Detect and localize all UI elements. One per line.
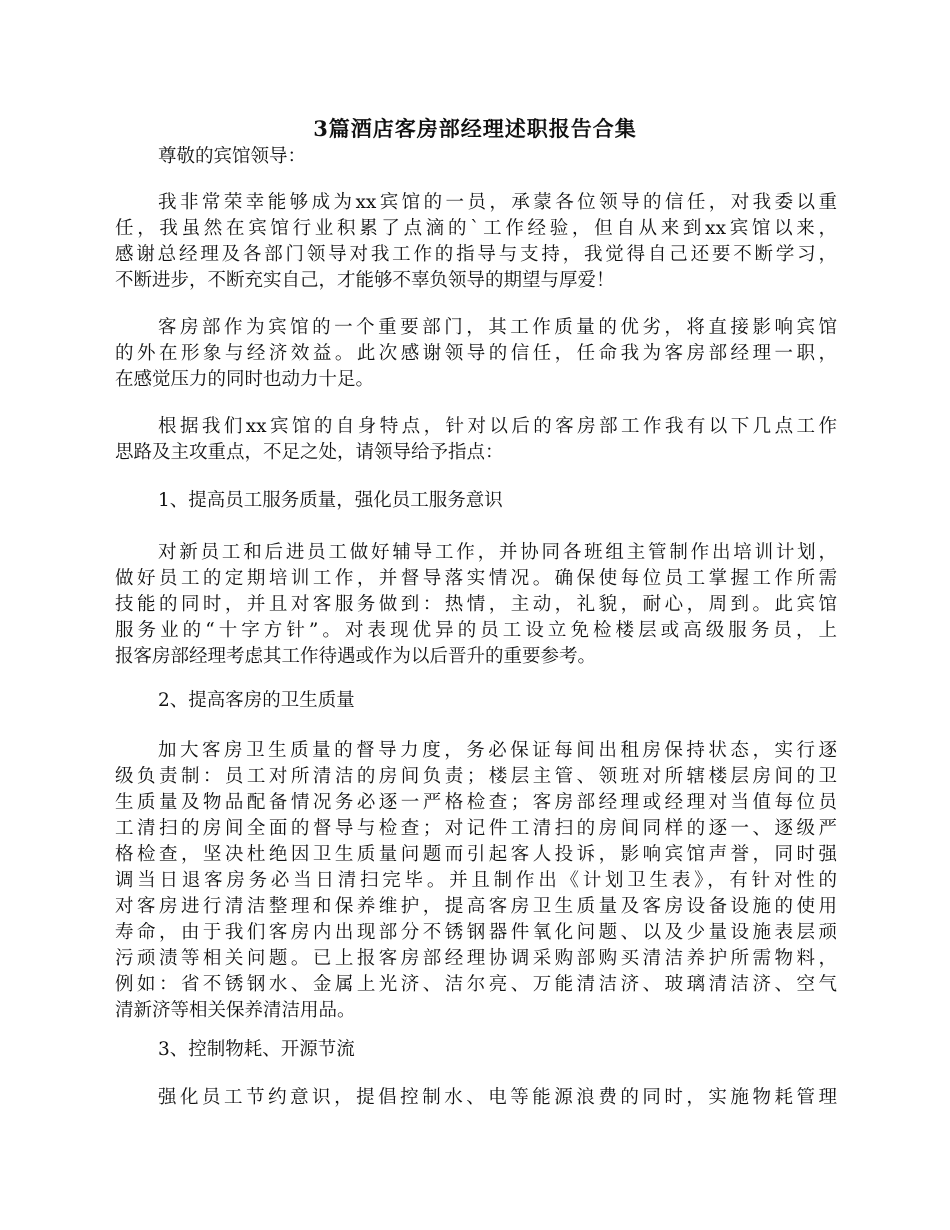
paragraph-3-line-1: 根据我们xx宾馆的自身特点，针对以后的客房部工作我有以下几点工作 [158, 416, 837, 437]
paragraph-7-line-5: 格检查，坚决杜绝因卫生质量问题而引起客人投诉，影响宾馆声誉，同时强 [115, 844, 837, 865]
paragraph-1-line-1: 我非常荣幸能够成为xx宾馆的一员，承蒙各位领导的信任，对我委以重 [158, 192, 837, 213]
paragraph-2-line-3: 在感觉压力的同时也动力十足。 [115, 369, 375, 390]
section-heading-1: 1、提高员工服务质量，强化员工服务意识 [158, 490, 503, 511]
paragraph-1-line-4: 不断进步，不断充实自己，才能够不辜负领导的期望与厚爱！ [115, 270, 615, 291]
paragraph-7-line-11: 清新济等相关保养清洁用品。 [115, 1000, 356, 1021]
paragraph-5-line-4: 服务业的“十字方针”。对表现优异的员工设立免检楼层或高级服务员，上 [115, 620, 837, 641]
paragraph-5-line-5: 报客房部经理考虑其工作待遇或作为以后晋升的重要参考。 [115, 646, 597, 667]
paragraph-7-line-10: 例如：省不锈钢水、金属上光济、洁尔亮、万能清洁济、玻璃清洁济、空气 [115, 974, 837, 995]
section-heading-2: 2、提高客房的卫生质量 [158, 690, 355, 711]
paragraph-7-line-7: 对客房进行清洁整理和保养维护，提高客房卫生质量及客房设备设施的使用 [115, 896, 837, 917]
paragraph-1-line-3: 感谢总经理及各部门领导对我工作的指导与支持，我觉得自己还要不断学习， [115, 244, 837, 265]
paragraph-7-line-8: 寿命，由于我们客房内出现部分不锈钢器件氧化问题、以及少量设施表层顽 [115, 922, 837, 943]
paragraph-2-line-1: 客房部作为宾馆的一个重要部门，其工作质量的优劣，将直接影响宾馆 [158, 317, 837, 338]
paragraph-7-line-1: 加大客房卫生质量的督导力度，务必保证每间出租房保持状态，实行逐 [158, 740, 837, 761]
paragraph-5-line-1: 对新员工和后进员工做好辅导工作，并协同各班组主管制作出培训计划， [158, 542, 837, 563]
salutation: 尊敬的宾馆领导： [158, 146, 307, 167]
paragraph-7-line-9: 污顽渍等相关问题。已上报客房部经理协调采购部购买清洁养护所需物料， [115, 948, 837, 969]
paragraph-7-line-3: 生质量及物品配备情况务必逐一严格检查；客房部经理或经理对当值每位员 [115, 792, 837, 813]
paragraph-7-line-2: 级负责制：员工对所清洁的房间负责；楼层主管、领班对所辖楼层房间的卫 [115, 766, 837, 787]
section-heading-3: 3、控制物耗、开源节流 [158, 1039, 355, 1060]
paragraph-7-line-6: 调当日退客房务必当日清扫完毕。并且制作出《计划卫生表》，有针对性的 [115, 870, 837, 891]
paragraph-5-line-2: 做好员工的定期培训工作，并督导落实情况。确保使每位员工掌握工作所需 [115, 568, 837, 589]
paragraph-7-line-4: 工清扫的房间全面的督导与检查；对记件工清扫的房间同样的逐一、逐级严 [115, 818, 837, 839]
paragraph-9-line-1: 强化员工节约意识，提倡控制水、电等能源浪费的同时，实施物耗管理 [158, 1087, 837, 1108]
paragraph-1-line-2: 任，我虽然在宾馆行业积累了点滴的`工作经验，但自从来到xx宾馆以来， [115, 218, 837, 239]
paragraph-3-line-2: 思路及主攻重点，不足之处，请领导给予指点： [115, 442, 504, 463]
document-title: 3篇酒店客房部经理述职报告合集 [313, 116, 637, 141]
paragraph-5-line-3: 技能的同时，并且对客服务做到：热情，主动，礼貌，耐心，周到。此宾馆 [115, 594, 837, 615]
paragraph-2-line-2: 的外在形象与经济效益。此次感谢领导的信任，任命我为客房部经理一职， [115, 343, 837, 364]
